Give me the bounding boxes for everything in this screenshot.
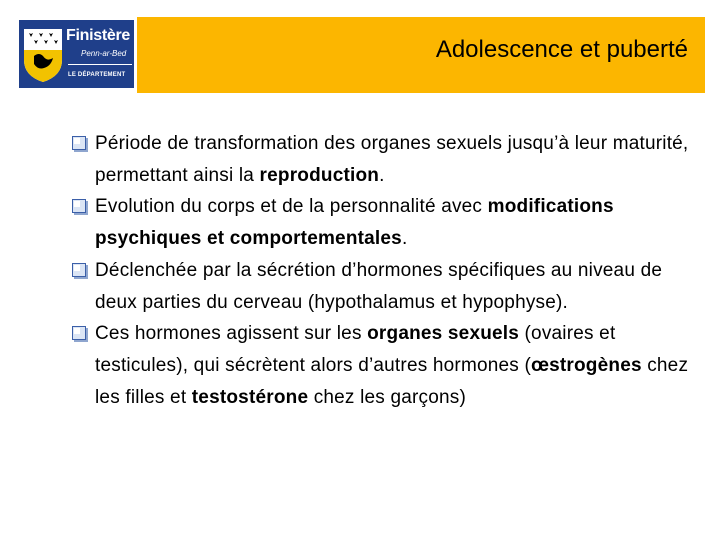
finistere-logo: [16, 17, 137, 93]
logo-panel: [19, 20, 134, 88]
square-bullet-icon: [72, 263, 86, 277]
page-title: Adolescence et puberté: [435, 36, 688, 63]
logo-department: LE DÉPARTEMENT: [68, 72, 126, 78]
square-bullet-icon: [72, 326, 86, 340]
bullet-item: Evolution du corps et de la personnalité avec modifications psychiques et comportementales.: [82, 191, 702, 254]
logo-subtitle: Penn-ar-Bed: [81, 49, 127, 58]
square-bullet-icon: [72, 136, 86, 150]
bullet-item: Période de transformation des organes sexuels jusqu’à leur maturité, permettant ainsi la reproduction.: [82, 128, 702, 191]
logo-divider: [68, 64, 132, 65]
bullet-item: Ces hormones agissent sur les organes sexuels (ovaires et testicules), qui sécrètent alors d’autres hormones (œstrogènes chez les filles et testostérone chez les garçons): [82, 318, 702, 413]
bullet-list: [82, 128, 702, 413]
bullet-item: Déclenchée par la sécrétion d’hormones spécifiques au niveau de deux parties du cerveau (hypothalamus et hypophyse).: [82, 255, 702, 318]
logo-name: Finistère: [66, 27, 130, 44]
square-bullet-icon: [72, 199, 86, 213]
crest-icon: [22, 26, 64, 84]
